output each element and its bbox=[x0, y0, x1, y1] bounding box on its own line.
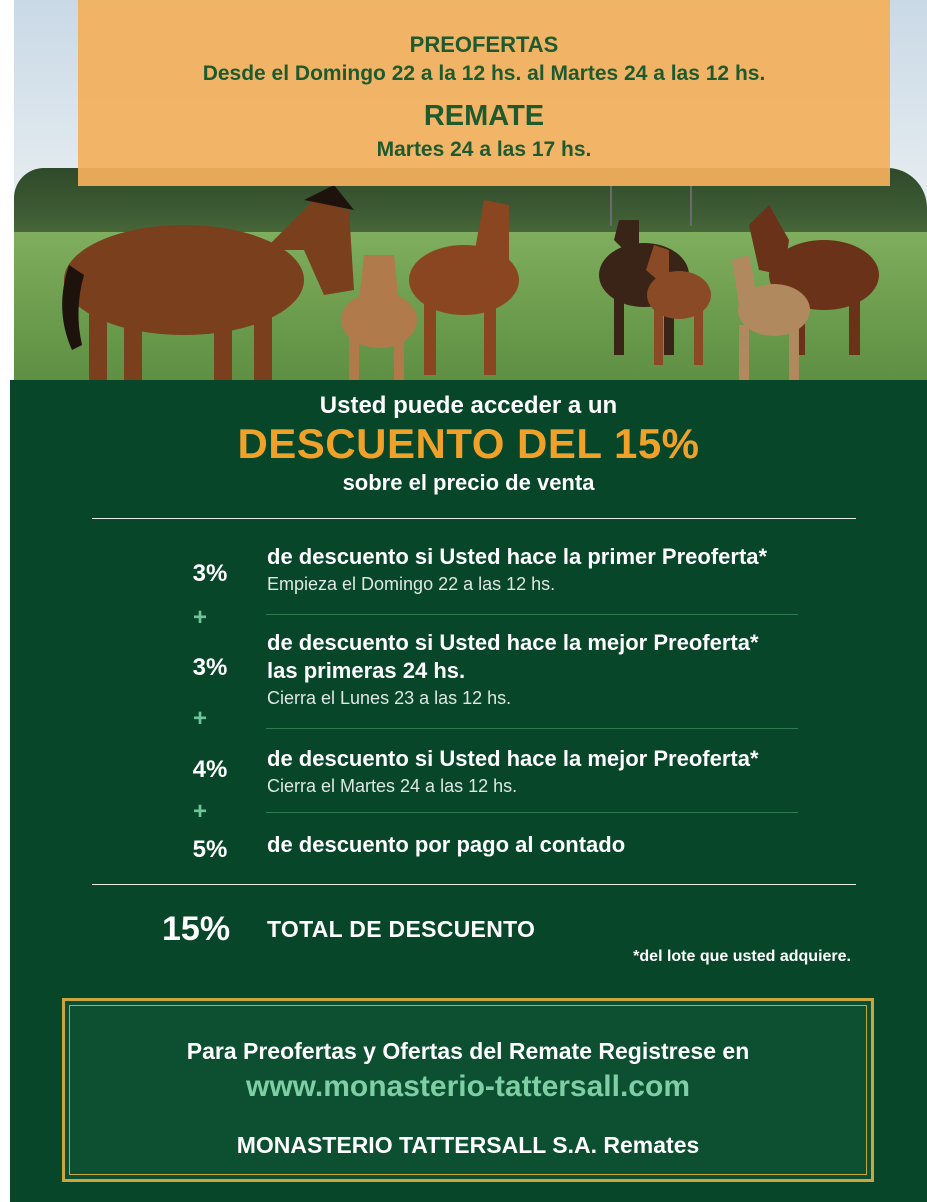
remate-title: REMATE bbox=[423, 100, 545, 132]
register-box-inner bbox=[69, 1005, 867, 1175]
offer-subline: sobre el precio de venta bbox=[342, 470, 595, 495]
total-label: TOTAL DE DESCUENTO bbox=[267, 916, 536, 942]
offer-headline: DESCUENTO DEL 15% bbox=[237, 420, 700, 467]
discount-panel bbox=[10, 380, 927, 1202]
remate-date: Martes 24 a las 17 hs. bbox=[376, 138, 592, 161]
discount-text-4: de descuento por pago al contado bbox=[267, 832, 626, 857]
register-url-link[interactable]: www.monasterio-tattersall.com bbox=[246, 1070, 690, 1103]
footnote: *del lote que usted adquiere. bbox=[633, 948, 851, 965]
discount-text-2b: las primeras 24 hs. bbox=[267, 658, 466, 683]
preofertas-dates: Desde el Domingo 22 a la 12 hs. al Martes 24 a las 12 hs. bbox=[202, 62, 766, 85]
company-name: MONASTERIO TATTERSALL S.A. Remates bbox=[236, 1132, 700, 1158]
discount-text-3: de descuento si Usted hace la mejor Preoferta* bbox=[267, 746, 759, 771]
horse-mare-left bbox=[62, 185, 354, 380]
discount-note-2: Cierra el Lunes 23 a las 12 hs. bbox=[267, 688, 512, 708]
discount-text-1: de descuento si Usted hace la primer Preoferta* bbox=[267, 544, 768, 569]
discount-note-3: Cierra el Martes 24 a las 12 hs. bbox=[267, 776, 518, 796]
divider-item bbox=[266, 614, 798, 615]
offer-intro: Usted puede acceder a un bbox=[319, 392, 618, 419]
horses-illustration bbox=[14, 180, 927, 380]
discount-percent-1: 3% bbox=[192, 560, 228, 587]
divider-bottom bbox=[92, 884, 856, 885]
discount-text-2: de descuento si Usted hace la mejor Preoferta* bbox=[267, 630, 759, 655]
preofertas-title: PREOFERTAS bbox=[409, 32, 559, 57]
divider-top bbox=[92, 518, 856, 519]
discount-note-1: Empieza el Domingo 22 a las 12 hs. bbox=[267, 574, 556, 594]
schedule-banner bbox=[78, 0, 890, 186]
plus-icon: + bbox=[192, 705, 207, 732]
discount-percent-3: 4% bbox=[192, 756, 228, 783]
plus-icon: + bbox=[192, 604, 207, 631]
divider-item bbox=[266, 728, 798, 729]
horse-center bbox=[409, 200, 519, 375]
horses-photo bbox=[14, 0, 927, 380]
divider-item bbox=[266, 812, 798, 813]
register-text: Para Preofertas y Ofertas del Remate Registrese en bbox=[186, 1038, 750, 1064]
plus-icon: + bbox=[192, 798, 207, 825]
register-box bbox=[62, 998, 874, 1182]
total-percent: 15% bbox=[162, 910, 231, 948]
discount-percent-2: 3% bbox=[192, 654, 228, 681]
discount-percent-4: 5% bbox=[192, 836, 228, 863]
